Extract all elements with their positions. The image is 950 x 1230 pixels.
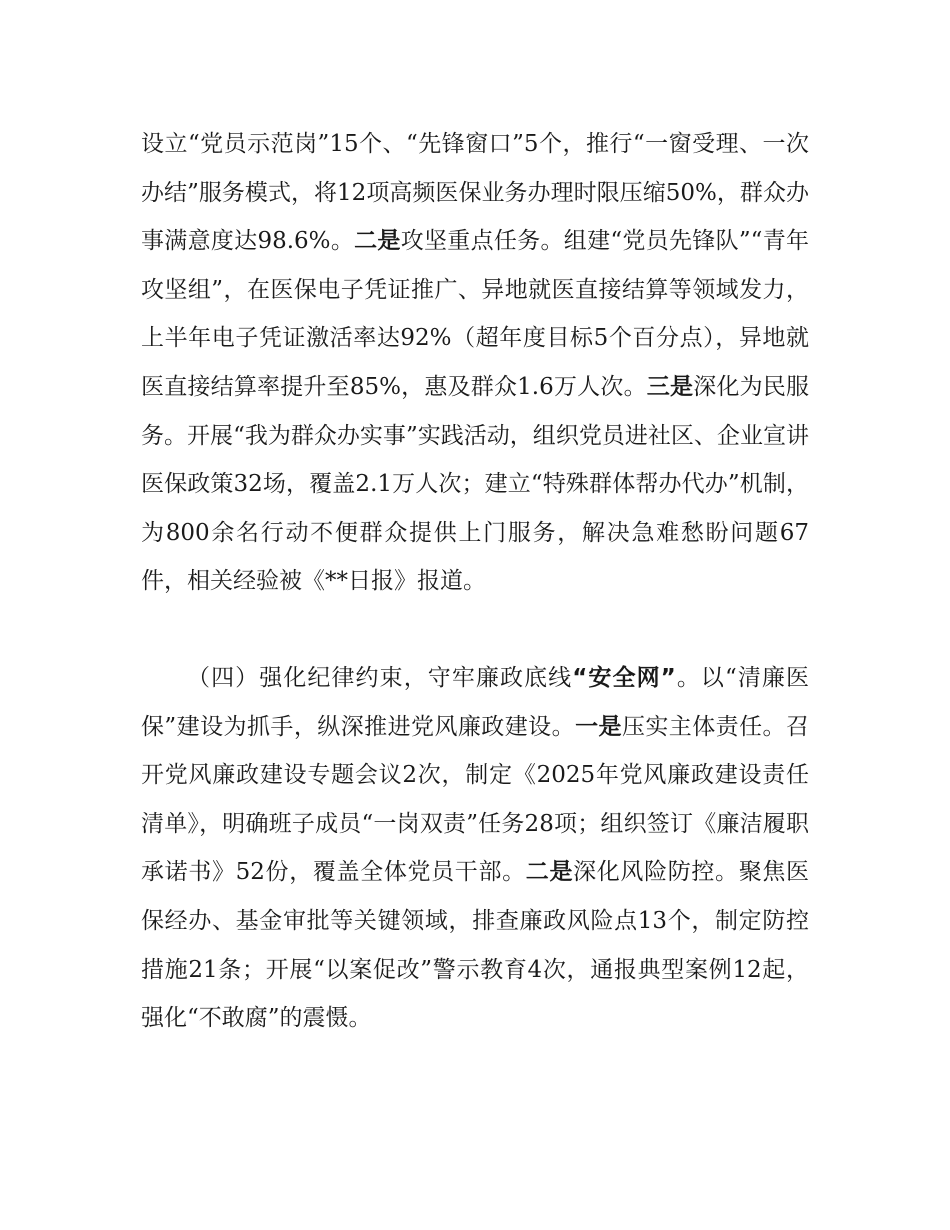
point-marker-one: 一是 [575, 713, 622, 740]
section-heading: （四）强化纪律约束，守牢廉政底线 [187, 665, 573, 691]
paragraph-text: 压实主体责任。召开党风廉政建设专题会议2次，制定《2025年党风廉政建设责任清单》，明确班子成员“一岗双责”任务28项；组织签订《廉洁履职承诺书》52份，覆盖全体党员干部。 [141, 713, 809, 886]
section-heading-emphasis: “安全网” [572, 665, 676, 691]
paragraph-discipline [141, 654, 809, 1043]
point-marker-two: 二是 [354, 228, 401, 255]
point-marker-two: 二是 [525, 859, 574, 886]
paragraph-text: 设立“党员示范岗”15个、“先锋窗口”5个，推行“一窗受理、一次办结”服务模式，将12项高频医保业务办理时限压缩50%，群众办事满意度达98.6%。 [141, 131, 809, 255]
paragraph-text: 深化风险防控。聚焦医保经办、基金审批等关键领域，排查廉政风险点13个，制定防控措施21条；开展“以案促改”警示教育4次，通报典型案例12起，强化“不敢腐”的震慑。 [141, 859, 809, 1032]
paragraph-party-service [141, 120, 809, 606]
paragraph-text: 深化为民服务。开展“我为群众办实事”实践活动，组织党员进社区、企业宣讲医保政策32场，覆盖2.1万人次；建立“特殊群体帮办代办”机制，为800余名行动不便群众提供上门服务，解决急难愁盼问题67件，相关经验被《**日报》报道。 [141, 373, 810, 595]
point-marker-three: 三是 [646, 373, 694, 400]
paragraph-text: 。以“清廉医保”建设为抓手，纵深推进党风廉政建设。 [141, 665, 810, 740]
paragraph-text: 攻坚重点任务。组建“党员先锋队”“青年攻坚组”，在医保电子凭证推广、异地就医直接结算等领域发力，上半年电子凭证激活率达92%（超年度目标5个百分点），异地就医直接结算率提升至85%，惠及群众1.6万人次。 [141, 228, 809, 400]
